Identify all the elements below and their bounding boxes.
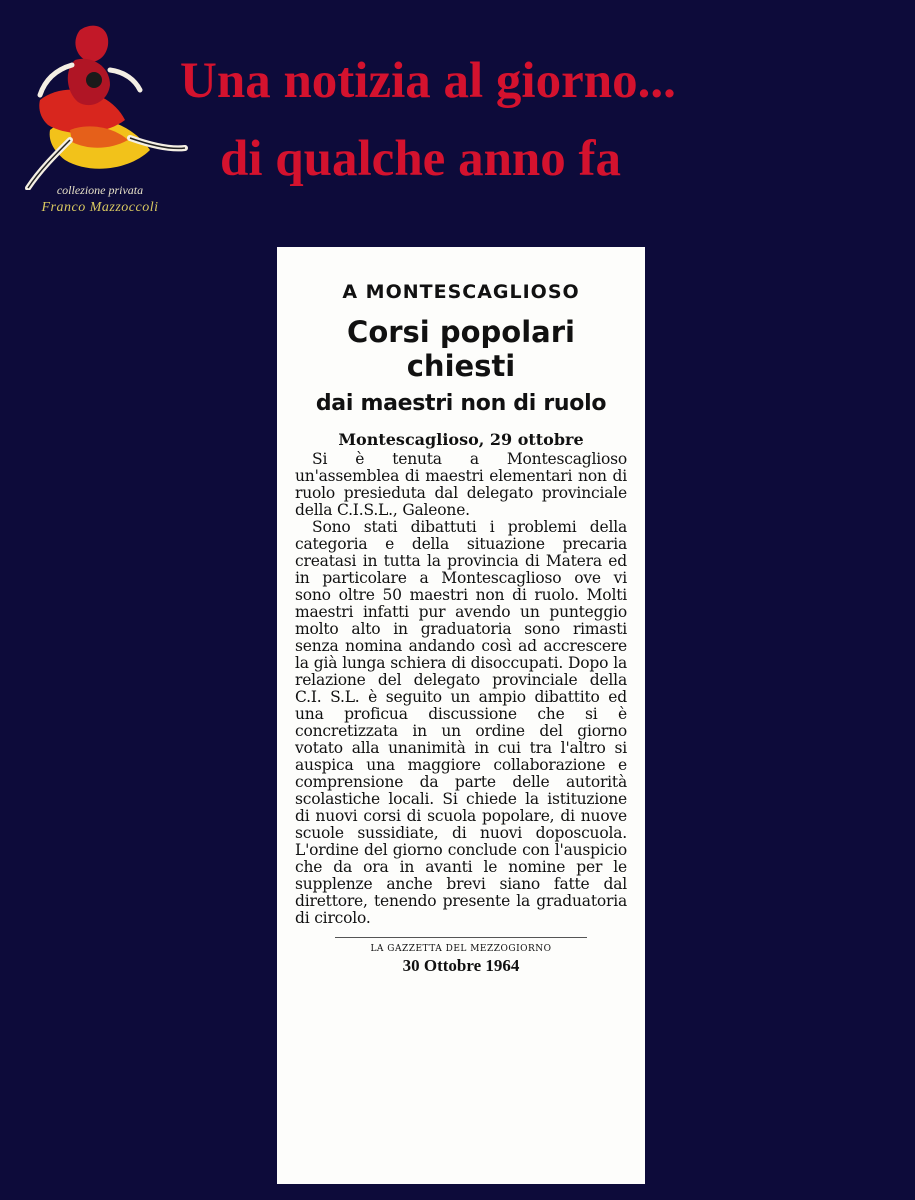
collection-logo bbox=[10, 10, 190, 225]
publication-date: 30 Ottobre 1964 bbox=[402, 956, 520, 975]
page-title-line2: di qualche anno fa bbox=[220, 131, 622, 187]
page-title-line1: Una notizia al giorno... bbox=[180, 53, 676, 109]
article-subtitle: dai maestri non di ruolo bbox=[315, 391, 607, 416]
logo-caption bbox=[10, 182, 190, 216]
article-title-line1: Corsi popolari bbox=[347, 315, 575, 349]
newspaper-source: LA GAZZETTA DEL MEZZOGIORNO bbox=[370, 944, 552, 954]
logo-caption-line1: collezione privata bbox=[56, 183, 144, 197]
article-dateline: Montescaglioso, 29 ottobre bbox=[338, 430, 584, 449]
dancer-figure-icon bbox=[10, 10, 190, 190]
newspaper-clipping bbox=[277, 247, 645, 1184]
logo-caption-line2: Franco Mazzoccoli bbox=[41, 200, 159, 215]
article-paragraph: Si è tenuta a Montescaglioso un'assemblea di maestri elementari non di ruolo presieduta dal delegato provinciale della C.I.S.L., Galeone. bbox=[295, 450, 627, 519]
article-paragraph: Sono stati dibattuti i problemi della categoria e della situazione precaria creatasi in tutta la provincia di Matera ed in particolare a Montescaglioso ove vi sono oltre 50 maestri non di ruolo. Molti maestri infatti pur avendo un punteggio molto alto in graduatoria sono rimasti senza nomina andando così ad accrescere la già lunga schiera di disoccupati. Dopo la relazione del delegato provinciale della C.I. S.L. è seguito un ampio dibattito ed una proficua discussione che si è concretizzata in un ordine del giorno votato alla unanimità in cui tra l'altro si auspica una maggiore collaborazione e comprensione da parte delle autorità scolastiche locali. Si chiede la istituzione di nuovi corsi di scuola popolare, di nuove scuole sussidiate, di nuovi doposcuola. L'ordine del giorno conclude con l'auspicio che da ora in avanti le nomine per le supplenze anche brevi siano fatte dal direttore, tenendo presente la graduatoria di circolo. bbox=[295, 518, 627, 927]
divider bbox=[335, 937, 587, 938]
article-kicker: A MONTESCAGLIOSO bbox=[342, 281, 580, 303]
article-title-line2: chiesti bbox=[406, 349, 516, 383]
